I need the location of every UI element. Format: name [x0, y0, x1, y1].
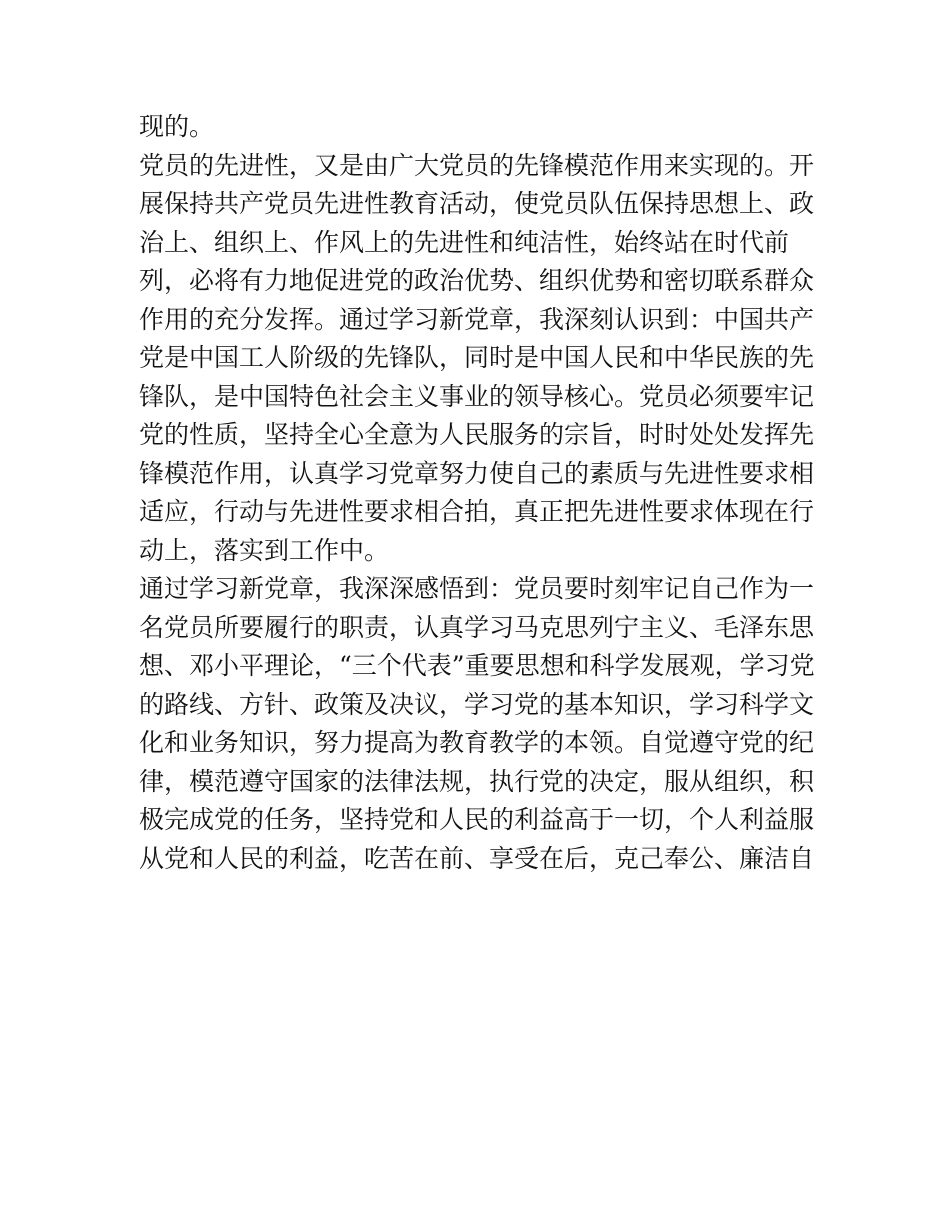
text-line: 党的性质，坚持全心全意为人民服务的宗旨，时时处处发挥先 [139, 420, 815, 449]
text-line: 锋模范作用，认真学习党章努力使自己的素质与先进性要求相 [139, 458, 815, 488]
text-line: 适应，行动与先进性要求相合拍，真正把先进性要求体现在行 [139, 497, 815, 526]
text-line: 化和业务知识，努力提高为教育教学的本领。自觉遵守党的纪 [139, 728, 815, 757]
text-line: 党是中国工人阶级的先锋队，同时是中国人民和中华民族的先 [139, 343, 815, 372]
text-line: 极完成党的任务，坚持党和人民的利益高于一切，个人利益服 [139, 805, 815, 834]
body-text [139, 108, 839, 878]
text-line: 锋队，是中国特色社会主义事业的领导核心。党员必须要牢记 [139, 381, 815, 411]
text-line: 动上，落实到工作中。 [139, 535, 390, 565]
text-line: 名党员所要履行的职责，认真学习马克思列宁主义、毛泽东思 [139, 612, 815, 642]
text-line: 从党和人民的利益，吃苦在前、享受在后，克己奉公、廉洁自 [139, 843, 815, 873]
text-line: 作用的充分发挥。通过学习新党章，我深刻认识到：中国共产 [139, 304, 815, 334]
text-line: 展保持共产党员先进性教育活动，使党员队伍保持思想上、政 [139, 189, 815, 218]
text-line: 通过学习新党章，我深深感悟到：党员要时刻牢记自己作为一 [139, 574, 815, 603]
text-line: 治上、组织上、作风上的先进性和纯洁性，始终站在时代前 [139, 227, 790, 257]
text-line: 的路线、方针、政策及决议，学习党的基本知识，学习科学文 [139, 689, 815, 719]
text-line: 现的。 [139, 112, 215, 141]
text-line: 党员的先进性，又是由广大党员的先锋模范作用来实现的。开 [139, 150, 815, 180]
text-line: 列，必将有力地促进党的政治优势、组织优势和密切联系群众 [139, 266, 815, 295]
text-line: 想、邓小平理论，“三个代表”重要思想和科学发展观，学习党 [139, 651, 815, 680]
text-line: 律，模范遵守国家的法律法规，执行党的决定，服从组织，积 [139, 766, 815, 796]
